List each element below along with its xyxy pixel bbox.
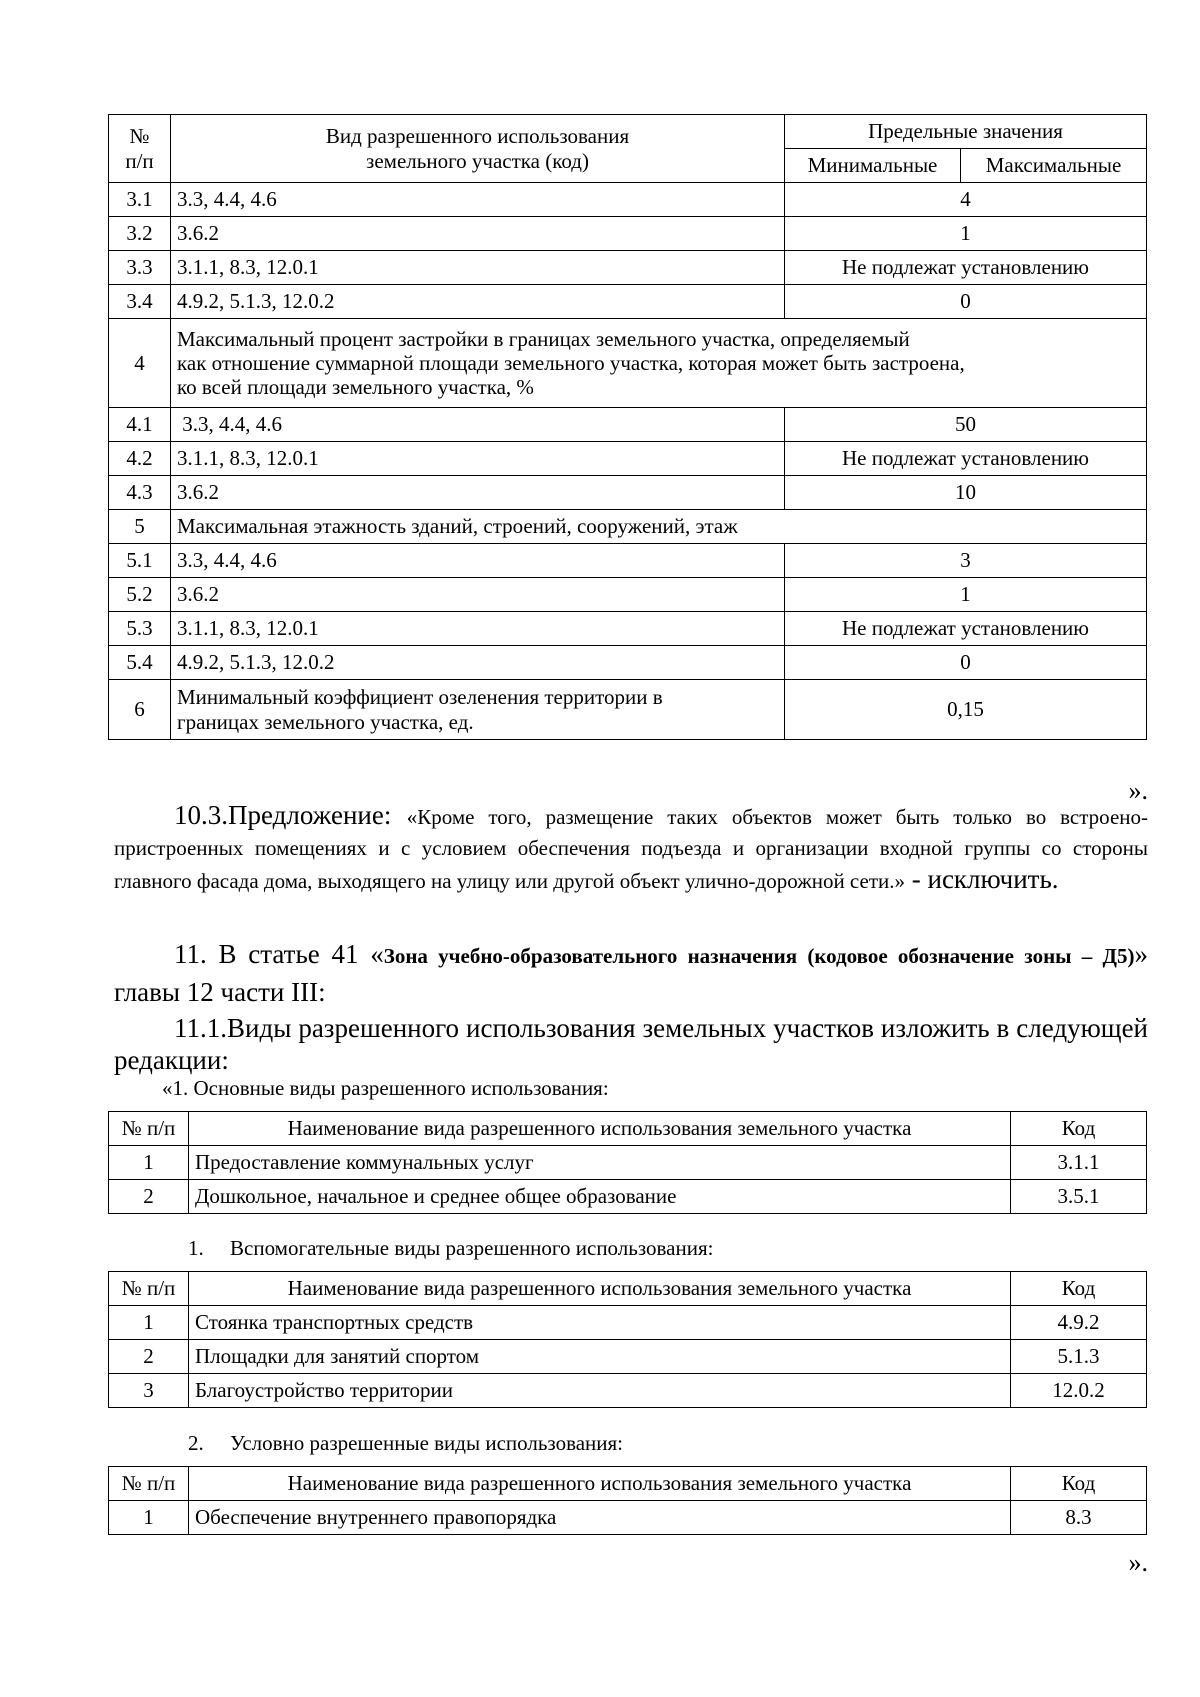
row-name: Благоустройство территории bbox=[189, 1374, 1011, 1408]
row-value: Не подлежат установлению bbox=[785, 251, 1147, 285]
row-section-title: Максимальный процент застройки в границах земельного участка, определяемый как отношение суммарной площади земельного участка, которая может быть застроена, ко всей площади земельного участка, % bbox=[171, 319, 1147, 408]
auxiliary-uses-table bbox=[108, 1271, 1147, 1408]
table-header-row bbox=[109, 1467, 1147, 1501]
paragraph-tail: - исключить. bbox=[905, 864, 1059, 894]
limits-table bbox=[108, 114, 1147, 740]
row-value: Не подлежат установлению bbox=[785, 442, 1147, 476]
header-kind: Вид разрешенного использования земельного участка (код) bbox=[171, 115, 785, 183]
table-row bbox=[109, 680, 1147, 740]
table-row bbox=[109, 217, 1147, 251]
paragraph-body: «Кроме того, размещение таких объектов может быть только во встроено-пристроенных помещениях и с условием обеспечения подъезда и организации входной группы со стороны главного фасада дома, выходящего на улицу или другой объект улично-дорожной сети.» bbox=[114, 805, 1148, 893]
table-row bbox=[109, 1146, 1147, 1180]
table-header-row bbox=[109, 1112, 1147, 1146]
row-kind: 4.9.2, 5.1.3, 12.0.2 bbox=[171, 646, 785, 680]
row-kind: 3.3, 4.4, 4.6 bbox=[171, 408, 785, 442]
table-row bbox=[109, 578, 1147, 612]
row-kind: 3.6.2 bbox=[171, 476, 785, 510]
row-num: 4.1 bbox=[109, 408, 171, 442]
table-row bbox=[109, 612, 1147, 646]
table-row bbox=[109, 476, 1147, 510]
conditional-uses-table bbox=[108, 1466, 1147, 1535]
table-row bbox=[109, 251, 1147, 285]
paragraph-tail: » главы 12 части III: bbox=[114, 939, 1148, 1007]
row-value: 10 bbox=[785, 476, 1147, 510]
row-value: 1 bbox=[785, 217, 1147, 251]
header-code: Код bbox=[1011, 1112, 1147, 1146]
table-section-row bbox=[109, 510, 1147, 544]
header-num: № п/п bbox=[109, 1467, 189, 1501]
row-num: 3.1 bbox=[109, 183, 171, 217]
header-code: Код bbox=[1011, 1272, 1147, 1306]
row-num: 5.2 bbox=[109, 578, 171, 612]
header-max: Максимальные bbox=[961, 149, 1147, 183]
row-num: 2 bbox=[109, 1180, 189, 1214]
header-min: Минимальные bbox=[785, 149, 961, 183]
row-num: 3.3 bbox=[109, 251, 171, 285]
row-num: 1 bbox=[109, 1306, 189, 1340]
table-row bbox=[109, 183, 1147, 217]
table-header-row bbox=[109, 115, 1147, 149]
row-code: 3.1.1 bbox=[1011, 1146, 1147, 1180]
table-row bbox=[109, 1501, 1147, 1535]
table-row bbox=[109, 1374, 1147, 1408]
row-name: Обеспечение внутреннего правопорядка bbox=[189, 1501, 1011, 1535]
section3-marker: 2. bbox=[188, 1431, 204, 1455]
row-kind: 3.6.2 bbox=[171, 217, 785, 251]
section3-closing-quote: ». bbox=[1128, 1548, 1148, 1577]
row-kind: 3.3, 4.4, 4.6 bbox=[171, 544, 785, 578]
paragraph-11 bbox=[114, 936, 1148, 1012]
row-num: 4.2 bbox=[109, 442, 171, 476]
table-row bbox=[109, 646, 1147, 680]
row-name: Дошкольное, начальное и среднее общее образование bbox=[189, 1180, 1011, 1214]
table-row bbox=[109, 1180, 1147, 1214]
row-kind: Минимальный коэффициент озеленения территории в границах земельного участка, ед. bbox=[171, 680, 785, 740]
row-kind: 3.1.1, 8.3, 12.0.1 bbox=[171, 251, 785, 285]
row-kind: 3.1.1, 8.3, 12.0.1 bbox=[171, 442, 785, 476]
header-num: № п/п bbox=[109, 115, 171, 183]
table-header-row bbox=[109, 1272, 1147, 1306]
row-name: Стоянка транспортных средств bbox=[189, 1306, 1011, 1340]
section3-caption: Условно разрешенные виды использования: bbox=[230, 1431, 624, 1455]
row-num: 5.3 bbox=[109, 612, 171, 646]
row-value: 1 bbox=[785, 578, 1147, 612]
row-section-title: Максимальная этажность зданий, строений, сооружений, этаж bbox=[171, 510, 1147, 544]
row-code: 3.5.1 bbox=[1011, 1180, 1147, 1214]
row-kind: 3.1.1, 8.3, 12.0.1 bbox=[171, 612, 785, 646]
header-code: Код bbox=[1011, 1467, 1147, 1501]
header-name: Наименование вида разрешенного использования земельного участка bbox=[189, 1272, 1011, 1306]
row-code: 12.0.2 bbox=[1011, 1374, 1147, 1408]
row-num: 5.4 bbox=[109, 646, 171, 680]
header-name: Наименование вида разрешенного использования земельного участка bbox=[189, 1467, 1011, 1501]
row-num: 3.2 bbox=[109, 217, 171, 251]
row-value: 0 bbox=[785, 646, 1147, 680]
row-num: 1 bbox=[109, 1146, 189, 1180]
row-code: 5.1.3 bbox=[1011, 1340, 1147, 1374]
row-num: 2 bbox=[109, 1340, 189, 1374]
zone-title: Зона учебно-образовательного назначения (кодовое обозначение зоны – Д5) bbox=[383, 944, 1135, 968]
row-code: 8.3 bbox=[1011, 1501, 1147, 1535]
table-row bbox=[109, 442, 1147, 476]
row-name: Площадки для занятий спортом bbox=[189, 1340, 1011, 1374]
table-section-row bbox=[109, 319, 1147, 408]
table-row bbox=[109, 544, 1147, 578]
row-value: 3 bbox=[785, 544, 1147, 578]
paragraph-10-3 bbox=[114, 800, 1148, 897]
row-value: 4 bbox=[785, 183, 1147, 217]
section2-marker: 1. bbox=[188, 1236, 204, 1260]
row-kind: 3.3, 4.4, 4.6 bbox=[171, 183, 785, 217]
row-num: 5 bbox=[109, 510, 171, 544]
table-row bbox=[109, 285, 1147, 319]
main-uses-table bbox=[108, 1111, 1147, 1214]
row-value: Не подлежат установлению bbox=[785, 612, 1147, 646]
row-num: 3.4 bbox=[109, 285, 171, 319]
row-value: 50 bbox=[785, 408, 1147, 442]
row-num: 6 bbox=[109, 680, 171, 740]
row-kind: 4.9.2, 5.1.3, 12.0.2 bbox=[171, 285, 785, 319]
table1-closing-quote: ». bbox=[1128, 776, 1148, 805]
paragraph-lead: 11. В статье 41 « bbox=[174, 939, 384, 969]
row-num: 4.3 bbox=[109, 476, 171, 510]
header-limits: Предельные значения bbox=[785, 115, 1147, 149]
header-name: Наименование вида разрешенного использования земельного участка bbox=[189, 1112, 1011, 1146]
paragraph-11-1: 11.1.Виды разрешенного использования земельных участков изложить в следующей редакции: bbox=[114, 1013, 1148, 1075]
row-num: 5.1 bbox=[109, 544, 171, 578]
table-row bbox=[109, 1306, 1147, 1340]
row-code: 4.9.2 bbox=[1011, 1306, 1147, 1340]
row-name: Предоставление коммунальных услуг bbox=[189, 1146, 1011, 1180]
row-num: 1 bbox=[109, 1501, 189, 1535]
header-num: № п/п bbox=[109, 1112, 189, 1146]
header-num: № п/п bbox=[109, 1272, 189, 1306]
row-value: 0 bbox=[785, 285, 1147, 319]
table-row bbox=[109, 408, 1147, 442]
section2-caption: Вспомогательные виды разрешенного использования: bbox=[230, 1236, 714, 1260]
row-num: 3 bbox=[109, 1374, 189, 1408]
row-value: 0,15 bbox=[785, 680, 1147, 740]
section1-caption: «1. Основные виды разрешенного использования: bbox=[162, 1076, 609, 1100]
row-kind: 3.6.2 bbox=[171, 578, 785, 612]
table-row bbox=[109, 1340, 1147, 1374]
paragraph-lead: 10.3.Предложение: bbox=[174, 800, 407, 830]
row-num: 4 bbox=[109, 319, 171, 408]
